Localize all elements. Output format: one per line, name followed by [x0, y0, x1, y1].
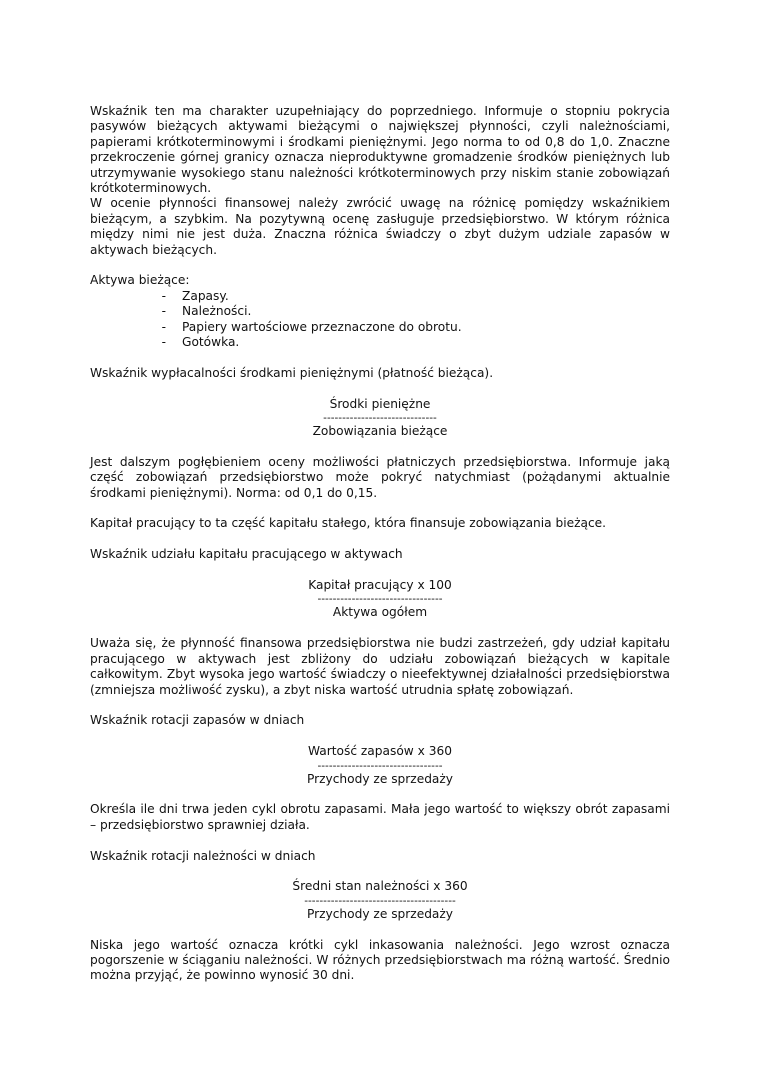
list-dash: - [161, 288, 166, 303]
formula-denominator: Przychody ze sprzedaży [306, 906, 454, 921]
formula-separator: ------------------------------ [323, 412, 437, 425]
formula-separator: --------------------------------- [317, 759, 443, 772]
list-item-text: Gotówka. [182, 335, 240, 350]
formula-numerator: Wartość zapasów x 360 [308, 744, 452, 759]
list-item [90, 289, 670, 304]
formula-cash-ratio [90, 397, 670, 440]
formula-denominator: Aktywa ogółem [332, 605, 428, 620]
formula-denominator: Przychody ze sprzedaży [306, 771, 454, 786]
formula-denominator: Zobowiązania bieżące [312, 424, 448, 439]
list-item-text: Należności. [182, 304, 252, 319]
formula-numerator: Środki pieniężne [329, 396, 431, 411]
formula-numerator: Kapitał pracujący x 100 [308, 578, 452, 593]
paragraph-inventory-turnover-description: Określa ile dni trwa jeden cykl obrotu zapasami. Mała jego wartość to większy obrót zapasami – przedsiębiorstwo sprawniej działa. [90, 802, 670, 832]
paragraph-working-capital-definition: Kapitał pracujący to ta część kapitału stałego, która finansuje zobowiązania bieżące. [90, 516, 607, 531]
list-title-current-assets: Aktywa bieżące: [90, 273, 190, 288]
paragraph-working-capital-description: Uważa się, że płynność finansowa przedsiębiorstwa nie budzi zastrzeżeń, gdy udział kapitału pracującego w aktywach jest zbliżony do udziału zobowiązań bieżących w kapitale całkowitym. Zbyt wysoka jego wartość świadczy o nieefektywnej działalności przedsiębiorstwa (zmniejsza możliwość zysku), a zbyt niska wartość utrudnia spłatę zobowiązań. [90, 636, 670, 697]
paragraph-cash-ratio-description: Jest dalszym pogłębieniem oceny możliwości płatniczych przedsiębiorstwa. Informuje jaką część zobowiązań przedsiębiorstwo może pokryć natychmiast (pożądanymi aktualnie środkami pieniężnymi). Norma: od 0,1 do 0,15. [90, 454, 670, 500]
list-item [90, 304, 670, 319]
formula-working-capital-share [90, 578, 670, 621]
formula-receivables-turnover [90, 879, 670, 922]
list-item [90, 320, 670, 335]
paragraph-receivables-turnover-description: Niska jego wartość oznacza krótki cykl inkasowania należności. Jego wzrost oznacza pogorszenie w ściąganiu należności. W różnych przedsiębiorstwach ma różną wartość. Średnio można przyjąć, że powinno wynosić 30 dni. [90, 937, 670, 983]
heading-receivables-turnover: Wskaźnik rotacji należności w dniach [90, 848, 316, 863]
paragraph-liquidity-intro: Wskaźnik ten ma charakter uzupełniający do poprzedniego. Informuje o stopniu pokrycia pasywów bieżących aktywami bieżącymi o największej płynności, czyli należnościami, papierami krótkoterminowymi i środkami pieniężnymi. Jego norma to od 0,8 do 1,0. Znaczne przekroczenie górnej granicy oznacza nieproduktywne gromadzenie środków pieniężnych lub utrzymywanie wysokiego stanu należności krótkoterminowych przy niskim stanie zobowiązań krótkoterminowych. [90, 104, 670, 196]
heading-working-capital-share: Wskaźnik udziału kapitału pracującego w aktywach [90, 547, 403, 562]
list-dash: - [161, 304, 166, 319]
list-item-text: Papiery wartościowe przeznaczone do obrotu. [182, 319, 462, 334]
current-assets-list [90, 289, 670, 351]
heading-cash-ratio: Wskaźnik wypłacalności środkami pieniężnymi (płatność bieżąca). [90, 365, 494, 380]
list-item [90, 335, 670, 350]
formula-separator: --------------------------------- [317, 593, 443, 606]
list-item-text: Zapasy. [182, 288, 229, 303]
paragraph-liquidity-assessment: W ocenie płynności finansowej należy zwrócić uwagę na różnicę pomiędzy wskaźnikiem bieżącym, a szybkim. Na pozytywną ocenę zasługuje przedsiębiorstwo. W którym różnica między nimi nie jest duża. Znaczna różnica świadczy o zbyt dużym udziale zapasów w aktywach bieżących. [90, 196, 670, 257]
list-dash: - [161, 335, 166, 350]
list-dash: - [161, 319, 166, 334]
formula-numerator: Średni stan należności x 360 [292, 879, 468, 894]
formula-inventory-turnover [90, 744, 670, 787]
document-page [90, 104, 670, 984]
formula-separator: ---------------------------------------- [304, 894, 456, 907]
heading-inventory-turnover: Wskaźnik rotacji zapasów w dniach [90, 713, 305, 728]
